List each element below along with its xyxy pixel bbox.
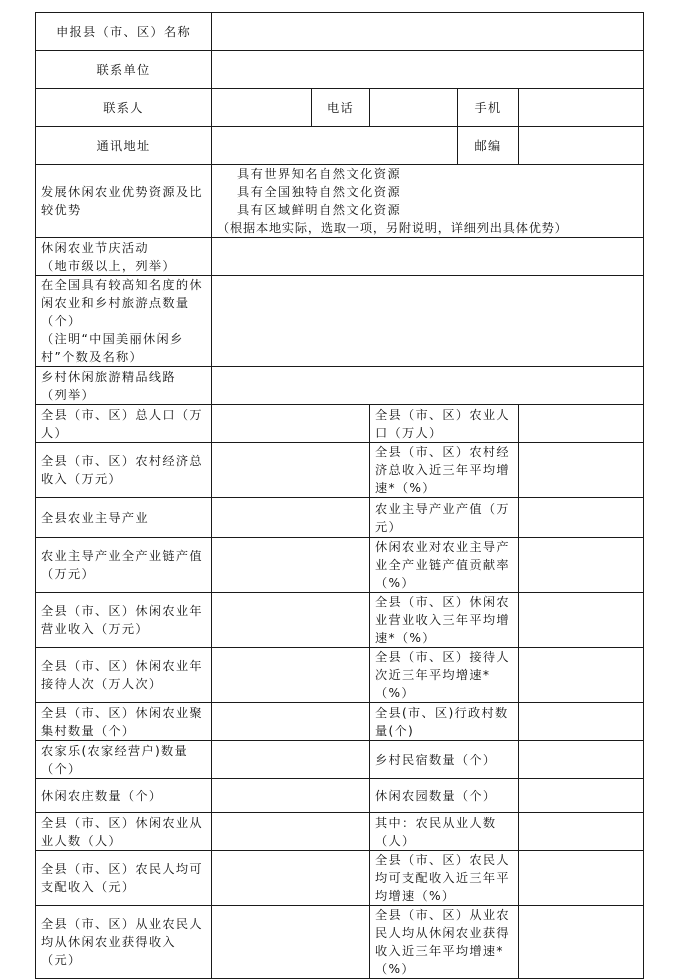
stat-value-right[interactable] — [519, 443, 644, 498]
stat-label-left: 全县（市、区）休闲农业聚集村数量（个） — [36, 703, 212, 741]
stat-label-right: 全县（市、区）从业农民人均从休闲农业获得收入近三年平均增速*（%） — [370, 906, 519, 979]
advantage-option-national[interactable]: 具有全国独特自然文化资源 — [237, 185, 402, 199]
stat-label-left: 农业主导产业全产业链产值（万元） — [36, 538, 212, 593]
routes-field[interactable] — [212, 367, 644, 405]
row-county-name — [36, 13, 644, 51]
stat-label-left: 全县（市、区）休闲农业年接待人次（万人次） — [36, 648, 212, 703]
stat-label-right: 全县（市、区）农村经济总收入近三年平均增速*（%） — [370, 443, 519, 498]
stat-row — [36, 813, 644, 851]
mobile-label: 手机 — [458, 89, 519, 127]
stat-value-left[interactable] — [212, 648, 370, 703]
postcode-field[interactable] — [519, 127, 644, 165]
row-routes — [36, 367, 644, 405]
stat-row — [36, 498, 644, 538]
stat-label-right: 全县（市、区）接待人次近三年平均增速*（%） — [370, 648, 519, 703]
stat-label-right: 农业主导产业产值（万元） — [370, 498, 519, 538]
stat-label-right: 休闲农业对农业主导产业全产业链产值贡献率（%） — [370, 538, 519, 593]
stat-label-right: 休闲农园数量（个） — [370, 779, 519, 813]
stat-value-right[interactable] — [519, 498, 644, 538]
stat-value-right[interactable] — [519, 538, 644, 593]
festivals-label-line1: 休闲农业节庆活动 — [41, 240, 149, 255]
stat-value-left[interactable] — [212, 703, 370, 741]
address-label: 通讯地址 — [36, 127, 212, 165]
stat-label-left: 全县（市、区）休闲农业从业人数（人） — [36, 813, 212, 851]
stat-value-left[interactable] — [212, 405, 370, 443]
stat-value-right[interactable] — [519, 648, 644, 703]
stat-row — [36, 593, 644, 648]
stat-value-left[interactable] — [212, 906, 370, 979]
phone-field[interactable] — [370, 89, 458, 127]
contact-person-field[interactable] — [212, 89, 312, 127]
stat-value-left[interactable] — [212, 593, 370, 648]
tourist-spots-field[interactable] — [212, 276, 644, 367]
stat-label-right: 其中：农民从业人数（人） — [370, 813, 519, 851]
postcode-label: 邮编 — [458, 127, 519, 165]
stat-row — [36, 405, 644, 443]
contact-unit-field[interactable] — [212, 51, 644, 89]
festivals-field[interactable] — [212, 238, 644, 276]
row-advantage — [36, 165, 644, 238]
phone-label: 电话 — [312, 89, 370, 127]
stat-label-right: 乡村民宿数量（个） — [370, 741, 519, 779]
stat-value-right[interactable] — [519, 779, 644, 813]
stat-label-left: 全县（市、区）农村经济总收入（万元） — [36, 443, 212, 498]
festivals-label-line2: （地市级以上，列举） — [41, 258, 176, 273]
routes-label-line2: （列举） — [41, 387, 95, 402]
tourist-spots-label — [36, 276, 212, 367]
stat-value-right[interactable] — [519, 703, 644, 741]
stat-value-right[interactable] — [519, 813, 644, 851]
contact-person-label: 联系人 — [36, 89, 212, 127]
address-field[interactable] — [212, 127, 458, 165]
advantage-option-world[interactable]: 具有世界知名自然文化资源 — [237, 167, 402, 181]
advantage-label: 发展休闲农业优势资源及比较优势 — [36, 165, 212, 238]
contact-unit-label: 联系单位 — [36, 51, 212, 89]
advantage-option-regional[interactable]: 具有区域鲜明自然文化资源 — [237, 203, 402, 217]
stat-value-left[interactable] — [212, 851, 370, 906]
row-festivals — [36, 238, 644, 276]
stat-value-left[interactable] — [212, 538, 370, 593]
row-contact-unit — [36, 51, 644, 89]
festivals-label — [36, 238, 212, 276]
stat-row — [36, 443, 644, 498]
advantage-options[interactable] — [212, 165, 644, 238]
stat-label-left: 农家乐(农家经营户)数量（个） — [36, 741, 212, 779]
application-form-table — [35, 12, 644, 979]
stat-label-left: 休闲农庄数量（个） — [36, 779, 212, 813]
advantage-note: （根据本地实际，选取一项，另附说明，详细列出具体优势） — [217, 221, 568, 235]
stat-value-right[interactable] — [519, 741, 644, 779]
stat-label-right: 全县（市、区）休闲农业营业收入三年平均增速*（%） — [370, 593, 519, 648]
stat-label-left: 全县（市、区）从业农民人均从休闲农业获得收入（元） — [36, 906, 212, 979]
stat-row — [36, 703, 644, 741]
row-address — [36, 127, 644, 165]
stat-value-left[interactable] — [212, 443, 370, 498]
stat-label-right: 全县（市、区）农民人均可支配收入近三年平均增速（%） — [370, 851, 519, 906]
stat-label-left: 全县（市、区）休闲农业年营业收入（万元） — [36, 593, 212, 648]
stat-value-right[interactable] — [519, 593, 644, 648]
stat-value-right[interactable] — [519, 405, 644, 443]
stat-row — [36, 648, 644, 703]
mobile-field[interactable] — [519, 89, 644, 127]
stat-value-left[interactable] — [212, 498, 370, 538]
stat-value-left[interactable] — [212, 813, 370, 851]
stat-row — [36, 779, 644, 813]
tourist-spots-text: 在全国具有较高知名度的休闲农业和乡村旅游点数量（个） — [41, 278, 203, 328]
stat-value-left[interactable] — [212, 779, 370, 813]
stat-label-left: 全县农业主导产业 — [36, 498, 212, 538]
stat-label-right: 全县(市、区)行政村数量(个) — [370, 703, 519, 741]
routes-label-line1: 乡村休闲旅游精品线路 — [41, 369, 176, 384]
stat-value-right[interactable] — [519, 906, 644, 979]
routes-label — [36, 367, 212, 405]
stat-label-right: 全县（市、区）农业人口（万人） — [370, 405, 519, 443]
stat-row — [36, 538, 644, 593]
county-name-label: 申报县（市、区）名称 — [36, 13, 212, 51]
row-contact-person — [36, 89, 644, 127]
stat-label-left: 全县（市、区）总人口（万人） — [36, 405, 212, 443]
stat-row — [36, 851, 644, 906]
stat-label-left: 全县（市、区）农民人均可支配收入（元） — [36, 851, 212, 906]
stat-value-left[interactable] — [212, 741, 370, 779]
row-tourist-spots — [36, 276, 644, 367]
stat-row — [36, 741, 644, 779]
stat-row — [36, 906, 644, 979]
stat-value-right[interactable] — [519, 851, 644, 906]
county-name-field[interactable] — [212, 13, 644, 51]
tourist-spots-note: （注明“中国美丽休闲乡村”个数及名称） — [41, 332, 184, 364]
